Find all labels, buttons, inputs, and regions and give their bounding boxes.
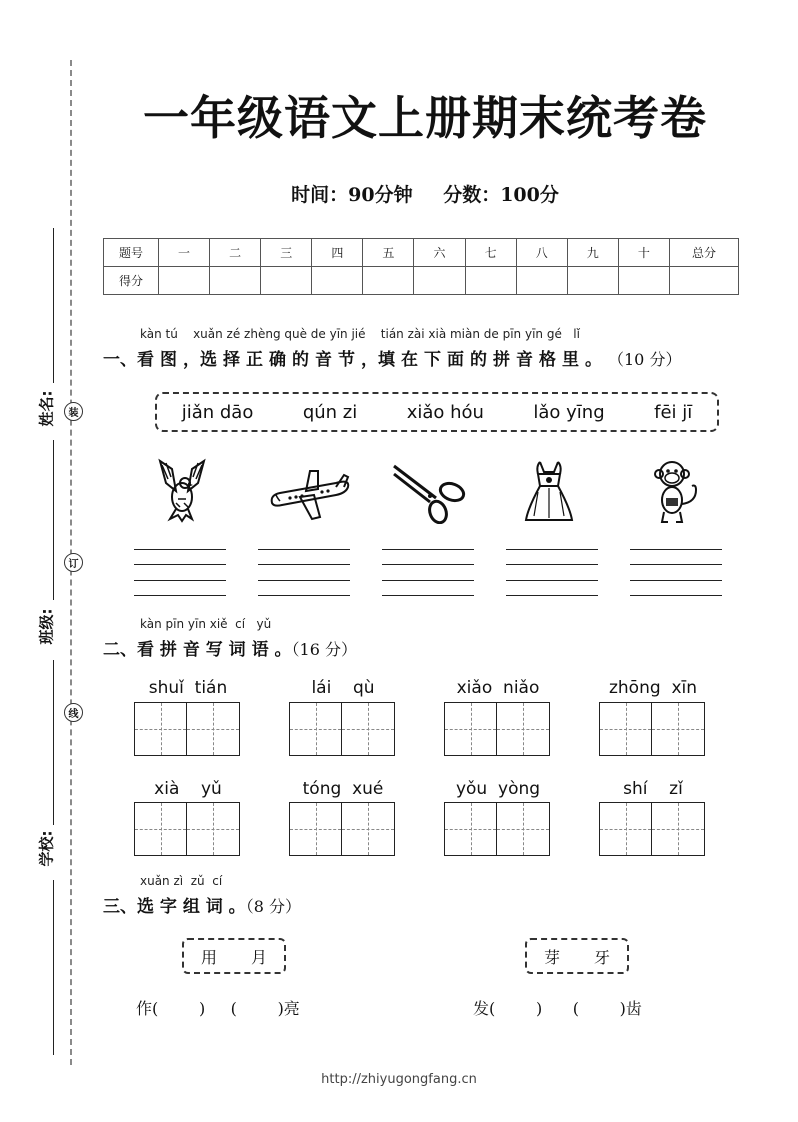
table-cell: 十: [618, 239, 669, 267]
answer-line[interactable]: [630, 595, 722, 596]
heading-char: 下: [424, 350, 441, 370]
exam-time: 时间：90分钟: [291, 184, 413, 206]
blank-input[interactable]: [495, 999, 536, 1018]
section2-heading-text: 二、看 拼 音 写 词 语 。: [103, 640, 292, 660]
table-cell: 得分: [104, 267, 159, 295]
exam-meta: [100, 180, 750, 207]
heading-char: 在: [401, 350, 418, 370]
answer-line[interactable]: [382, 564, 474, 565]
binding-mark-zhuang: 装: [64, 402, 83, 421]
choice-char: 芽: [543, 947, 560, 967]
name-underline-lower: [53, 440, 54, 600]
word-bank-item: jiǎn dāo: [181, 401, 254, 423]
answer-line[interactable]: [382, 595, 474, 596]
dress-picture: [522, 458, 576, 524]
fill-blank-text: ): [535, 999, 543, 1018]
choice-box: [525, 938, 629, 974]
table-cell: 二: [210, 239, 261, 267]
choice-char: 用: [200, 947, 217, 967]
tian-cell[interactable]: [134, 802, 187, 856]
heading-char: 拼: [493, 350, 510, 370]
word-bank-item: xiǎo hóu: [406, 401, 484, 423]
section3-pinyin: xuǎn zì zǔ cí: [140, 874, 223, 888]
school-label: 学校:: [37, 830, 56, 867]
word-pinyin: [599, 678, 707, 698]
section3-heading: [103, 892, 301, 917]
tian-cell[interactable]: [444, 702, 497, 756]
heading-char: 。: [585, 350, 602, 370]
word-bank-item: fēi jī: [654, 401, 693, 423]
fill-blank-text: )亮: [277, 999, 300, 1018]
heading-char: 正: [246, 350, 263, 370]
answer-line[interactable]: [258, 564, 350, 565]
writing-grid[interactable]: [599, 702, 705, 756]
tian-cell[interactable]: [497, 802, 550, 856]
section3-points: （8 分）: [245, 897, 301, 916]
blank-input[interactable]: [237, 999, 278, 1018]
answer-line[interactable]: [506, 564, 598, 565]
syllable: yòng: [498, 779, 541, 799]
table-cell: 题号: [104, 239, 159, 267]
answer-line[interactable]: [630, 580, 722, 581]
section1-heading: [103, 345, 681, 370]
heading-char: 面: [447, 350, 464, 370]
answer-line[interactable]: [258, 549, 350, 550]
syllable: zǐ: [669, 779, 683, 799]
fill-blank-row: [136, 996, 300, 1019]
choice-box: [182, 938, 286, 974]
table-cell: 九: [567, 239, 618, 267]
heading-char: 确: [269, 350, 286, 370]
choice-char: 牙: [593, 947, 610, 967]
score-entry-cell[interactable]: [210, 267, 261, 295]
fill-blank-text: 发(: [473, 999, 496, 1018]
tian-cell[interactable]: [187, 702, 240, 756]
section1-points: （10 分）: [608, 350, 682, 369]
answer-line[interactable]: [382, 549, 474, 550]
table-cell: 总分: [670, 239, 739, 267]
syllable: zhōng: [608, 678, 661, 698]
answer-line[interactable]: [134, 580, 226, 581]
section1-pinyin: kàn tú xuǎn zé zhèng què de yīn jié tián zài xià miàn de pīn yīn gé lǐ: [140, 327, 580, 341]
binding-mark-ding: 订: [64, 553, 83, 572]
heading-char: ，选: [183, 350, 217, 370]
word-pinyin: [599, 779, 707, 799]
fill-blank-text: (: [230, 999, 237, 1018]
writing-grid[interactable]: [134, 702, 240, 756]
syllable: yǒu: [455, 779, 488, 799]
monkey-picture: [652, 458, 702, 526]
word-bank: [155, 392, 719, 432]
syllable: xué: [352, 779, 384, 799]
answer-line[interactable]: [134, 549, 226, 550]
word-bank-item: qún zi: [302, 401, 358, 423]
syllable: yǔ: [200, 779, 222, 799]
table-cell: 一: [159, 239, 210, 267]
table-cell: 六: [414, 239, 465, 267]
score-entry-cell[interactable]: [159, 267, 210, 295]
tian-cell[interactable]: [497, 702, 550, 756]
writing-grid[interactable]: [599, 802, 705, 856]
section2-points: （16 分）: [291, 640, 357, 659]
tian-cell[interactable]: [187, 802, 240, 856]
tian-cell[interactable]: [342, 802, 395, 856]
section3-heading-text: 三、选 字 组 词 。: [103, 897, 246, 917]
score-table: [103, 238, 739, 295]
syllable: lái: [311, 678, 332, 698]
writing-grid[interactable]: [289, 802, 395, 856]
answer-line[interactable]: [506, 549, 598, 550]
tian-cell[interactable]: [289, 802, 342, 856]
section1-heading-text: [103, 350, 608, 370]
heading-char: 图: [160, 350, 177, 370]
heading-char: 音: [516, 350, 533, 370]
syllable: tóng: [302, 779, 342, 799]
name-label: 姓名:: [37, 390, 56, 427]
syllable: shí: [623, 779, 648, 799]
writing-grid[interactable]: [289, 702, 395, 756]
blank-input[interactable]: [579, 999, 620, 1018]
word-bank-item: lǎo yīng: [533, 401, 605, 423]
writing-grid[interactable]: [134, 802, 240, 856]
score-entry-cell[interactable]: [414, 267, 465, 295]
writing-grid[interactable]: [444, 702, 550, 756]
heading-char: 里: [562, 350, 579, 370]
score-entry-cell[interactable]: [567, 267, 618, 295]
blank-input[interactable]: [158, 999, 199, 1018]
fill-blank-text: 作(: [136, 999, 159, 1018]
word-pinyin: [444, 678, 552, 698]
heading-char: ，填: [361, 350, 395, 370]
score-entry-cell[interactable]: [670, 267, 739, 295]
choice-char: 月: [250, 947, 267, 967]
tian-cell[interactable]: [134, 702, 187, 756]
answer-line[interactable]: [630, 549, 722, 550]
fill-blank-text: ): [198, 999, 206, 1018]
word-pinyin: [289, 678, 397, 698]
word-pinyin: [289, 779, 397, 799]
scissors-picture: [390, 462, 470, 524]
score-entry-cell[interactable]: [312, 267, 363, 295]
heading-char: 的: [292, 350, 309, 370]
score-entry-cell[interactable]: [516, 267, 567, 295]
answer-line[interactable]: [258, 595, 350, 596]
fill-blank-row: [473, 996, 642, 1019]
heading-char: 的: [470, 350, 487, 370]
answer-line[interactable]: [630, 564, 722, 565]
answer-line[interactable]: [258, 580, 350, 581]
syllable: xiǎo: [456, 678, 493, 698]
answer-line[interactable]: [134, 564, 226, 565]
score-entry-cell[interactable]: [618, 267, 669, 295]
syllable: xīn: [671, 678, 698, 698]
tian-cell[interactable]: [652, 802, 705, 856]
table-cell: 七: [465, 239, 516, 267]
binding-mark-xian: 线: [64, 703, 83, 722]
tian-cell[interactable]: [289, 702, 342, 756]
syllable: niǎo: [503, 678, 540, 698]
syllable: tián: [194, 678, 228, 698]
heading-char: 音: [315, 350, 332, 370]
tian-cell[interactable]: [599, 702, 652, 756]
heading-char: 节: [338, 350, 355, 370]
eagle-picture: [152, 455, 212, 525]
table-cell: 四: [312, 239, 363, 267]
score-table-header-row: [104, 239, 739, 267]
score-entry-cell[interactable]: [363, 267, 414, 295]
footer-url[interactable]: http://zhiyugongfang.cn: [321, 1072, 477, 1087]
word-pinyin: [444, 779, 552, 799]
heading-char: 择: [223, 350, 240, 370]
table-cell: 五: [363, 239, 414, 267]
word-pinyin: [134, 779, 242, 799]
table-cell: 八: [516, 239, 567, 267]
heading-char: 格: [539, 350, 556, 370]
tian-cell[interactable]: [342, 702, 395, 756]
class-label: 班级:: [37, 608, 56, 645]
writing-grid[interactable]: [444, 802, 550, 856]
fill-blank-text: )齿: [619, 999, 642, 1018]
syllable: xià: [154, 779, 180, 799]
tian-cell[interactable]: [444, 802, 497, 856]
score-entry-cell[interactable]: [465, 267, 516, 295]
heading-char: 一、看: [103, 350, 154, 370]
answer-line[interactable]: [134, 595, 226, 596]
tian-cell[interactable]: [652, 702, 705, 756]
section2-heading: [103, 635, 357, 660]
word-pinyin: [134, 678, 242, 698]
answer-line[interactable]: [506, 595, 598, 596]
name-underline: [53, 228, 54, 383]
score-table-score-row: [104, 267, 739, 295]
syllable: shuǐ: [148, 678, 184, 698]
exam-score: 分数：100分: [443, 184, 559, 206]
fill-blank-text: (: [572, 999, 579, 1018]
page-title: 一年级语文上册期末统考卷: [143, 91, 707, 145]
table-cell: 三: [261, 239, 312, 267]
class-underline: [53, 660, 54, 825]
school-underline-lower: [53, 880, 54, 1055]
answer-line[interactable]: [382, 580, 474, 581]
answer-line[interactable]: [506, 580, 598, 581]
tian-cell[interactable]: [599, 802, 652, 856]
section2-pinyin: kàn pīn yīn xiě cí yǔ: [140, 617, 272, 631]
score-entry-cell[interactable]: [261, 267, 312, 295]
syllable: qù: [352, 678, 375, 698]
airplane-picture: [266, 465, 352, 523]
